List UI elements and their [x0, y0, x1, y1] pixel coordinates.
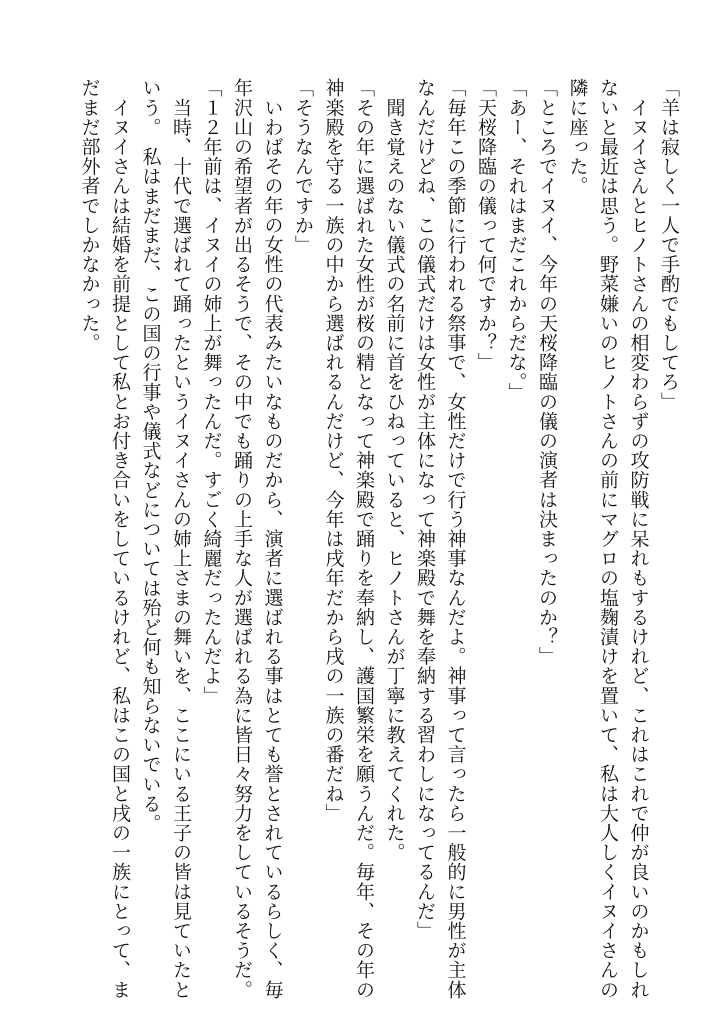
text-line: 「あー、それはまだこれからだな。」	[505, 78, 528, 402]
text-line: 「そうなんですか」	[292, 78, 314, 255]
text-line: 「毎年この季節に行われる祭事で、女性だけで行う神事なんだよ。神事って言ったら一般的に男性が主体	[444, 78, 467, 1000]
vertical-text-body	[74, 78, 684, 1000]
text-line: 当時、十代で選ばれて踊ったというイヌイさんの姉上さまの舞いを、ここにいる王子の皆は見ていたと	[170, 78, 192, 1000]
text-line: イヌイさんは結婚を前提として私とお付き合いをしているけれど、私はこの国と戌の一族にとって、ま	[109, 78, 131, 1000]
text-line: イヌイさんとヒノトさんの相変わらずの攻防戦に呆れもするけれど、これはこれで仲が良いのかもしれ	[627, 78, 650, 1000]
text-line: 「１２年前は、イヌイの姉上が舞ったんだ。すごく綺麗だったんだよ」	[200, 78, 223, 706]
text-line: 聞き覚えのない儀式の名前に首をひねっていると、ヒノトさんが丁寧に教えてくれた。	[383, 78, 406, 862]
text-line: ないと最近は思う。野菜嫌いのヒノトさんの前にマグロの塩麹漬けを置いて、私は大人しくイヌイさんの	[597, 78, 619, 1000]
text-line: 隣に座った。	[566, 78, 589, 196]
text-line: 「その年に選ばれた女性が桜の精となって神楽殿で踊りを奉納し、護国繁栄を願うんだ。毎年、その年の	[353, 78, 375, 1000]
text-line: いう。 私はまだまだ、この国の行事や儀式などについては殆ど何も知らないでいる。	[139, 78, 162, 833]
text-line: 「羊は寂しく一人で手酌でもしてろ」	[658, 78, 680, 412]
text-line: 神楽殿を守る一族の中から選ばれるんだけど、今年は戌年だから戌の一族の番だね」	[322, 78, 345, 823]
text-line: 「ところでイヌイ、今年の天桜降臨の儀の演者は決まったのか？」	[536, 78, 558, 666]
text-line: だまだ部外者でしかなかった。	[78, 78, 101, 353]
text-line: 年沢山の希望者が出るそうで、その中でも踊りの上手な人が選ばれる為に皆日々努力をしているそうだ。	[231, 78, 253, 1000]
text-line: 「天桜降臨の儀って何ですか？」	[475, 78, 497, 372]
text-line: なんだけどね、この儀式だけは女性が主体になって神楽殿で舞を奉納する習わしになってるんだ」	[414, 78, 436, 941]
text-line: いわばその年の女性の代表みたいなものだから、演者に選ばれる事はとても誉とされているらしく、毎	[261, 78, 284, 1000]
